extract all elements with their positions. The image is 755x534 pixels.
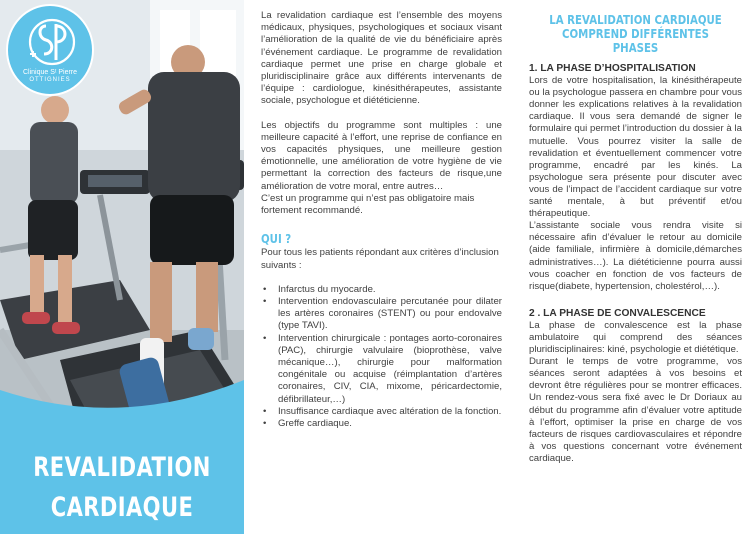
phase1-paragraph-1: Lors de votre hospitalisation, la kinésithérapeute ou la psychologue passera en chambre pour vous donner les explications relatives à la revalidation cardiaque. Il vous sera demandé de signer le formulaire qui permet l’introduction du dossier à la mutuelle. Vous pourrez visiter la salle de revalidation et éventuellement commencer votre programme, encadré par les kinés. La psychologue sera présente pour discuter avec vous de l’impact de l’accident cardiaque sur votre santé mentale, à but préventif et/ou thérapeutique. — [529, 75, 742, 220]
logo-mark-icon — [8, 10, 96, 70]
cover-title — [27, 448, 217, 528]
cover-title-line2: CARDIAQUE — [50, 492, 194, 523]
list-item: • Greffe cardiaque. — [261, 418, 502, 430]
phase2-heading: 2 . LA PHASE DE CONVALESCENCE — [529, 307, 706, 319]
clinic-logo — [6, 4, 94, 96]
qui-lead: Pour tous les patients répondant aux critères d’inclusion suivants : — [261, 247, 499, 271]
clinic-location: OTTIGNIES — [29, 77, 71, 83]
phase1-heading: 1. LA PHASE D’HOSPITALISATION — [529, 63, 696, 74]
list-item: • Intervention chirurgicale : pontages aorto-coronaires (PAC), chirurgie valvulaire (bioprothèse, valve mécanique…), chirurgie pour malformation congénitale ou acquise (réimplantation d’artères coronaires, CIV, CIA, mixome, péricardectomie, défibrillateur,…) — [261, 333, 502, 406]
middle-column — [261, 10, 502, 430]
intro-paragraph-3: C’est un programme qui n’est pas obligatoire mais fortement recommandé. — [261, 192, 475, 217]
phase2-paragraph-1: La phase de convalescence est la phase ambulatoire qui comprend des séances pluridisciplinaires: kiné, psychologie et diététique. — [529, 319, 742, 356]
criteria-list — [261, 284, 502, 430]
cover-panel — [0, 0, 244, 534]
phases-title: LA REVALIDATION CARDIAQUE COMPREND DIFFÉRENTES PHASES — [549, 13, 722, 55]
list-item: • Intervention endovasculaire percutanée pour dilater les artères coronaires (STENT) ou pour endovalve (type TAVI). — [261, 296, 502, 333]
intro-paragraph-2: Les objectifs du programme sont multiples : une meilleure capacité à l’effort, une reprise de confiance en vos capacités physiques, une meilleure gestion émotionnelle, une amélioration de votre hygiène de vie permettant la correction des facteurs de risque,une amélioration de votre moral, entre autres… — [261, 119, 502, 192]
intro-paragraph-1: La revalidation cardiaque est l’ensemble des moyens médicaux, physiques, psychologiques et sociaux visant l’amélioration de la qualité de vie du bénéficiaire après l’événement cardiaque. Le programme de revalidation cardiaque permet une prise en charge globale et pluridisciplinaire grâce aux différents intervenants de l’équipe : cardiologue, kinésithérapeutes, assistante sociale, psychologue et diététicienne. — [261, 10, 502, 107]
list-item: • Insuffisance cardiaque avec altération de la fonction. — [261, 406, 502, 418]
cover-title-line1: REVALIDATION — [33, 452, 211, 483]
phase2-paragraph-2: Durant le temps de votre programme, vos séances seront adaptées à vos besoins et devront être régulières pour se montrer efficaces. Un rendez-vous sera fixé avec le Dr Doriaux au début du programme afin d’évaluer votre aptitude à l’effort, optimiser la prise en charge de vos facteurs de risques cardiovasculaires et répondre à vos questions concernant votre événement cardiaque. — [529, 356, 742, 464]
list-item: • Infarctus du myocarde. — [261, 284, 502, 296]
clinic-name: Clinique Sᵗ Pierre — [22, 69, 78, 76]
right-column — [529, 13, 742, 465]
qui-heading: QUI ? — [261, 232, 292, 247]
phase1-paragraph-2: L’assistante sociale vous rendra visite si nécessaire afin d’évaluer le retour au domicile (aide familiale, infirmière à domicile,démarches administratives…). La diététicienne pourra aussi vous coacher en fonction de vos facteurs de risque(diabete, hypertension, cholestérol,…). — [529, 220, 742, 292]
